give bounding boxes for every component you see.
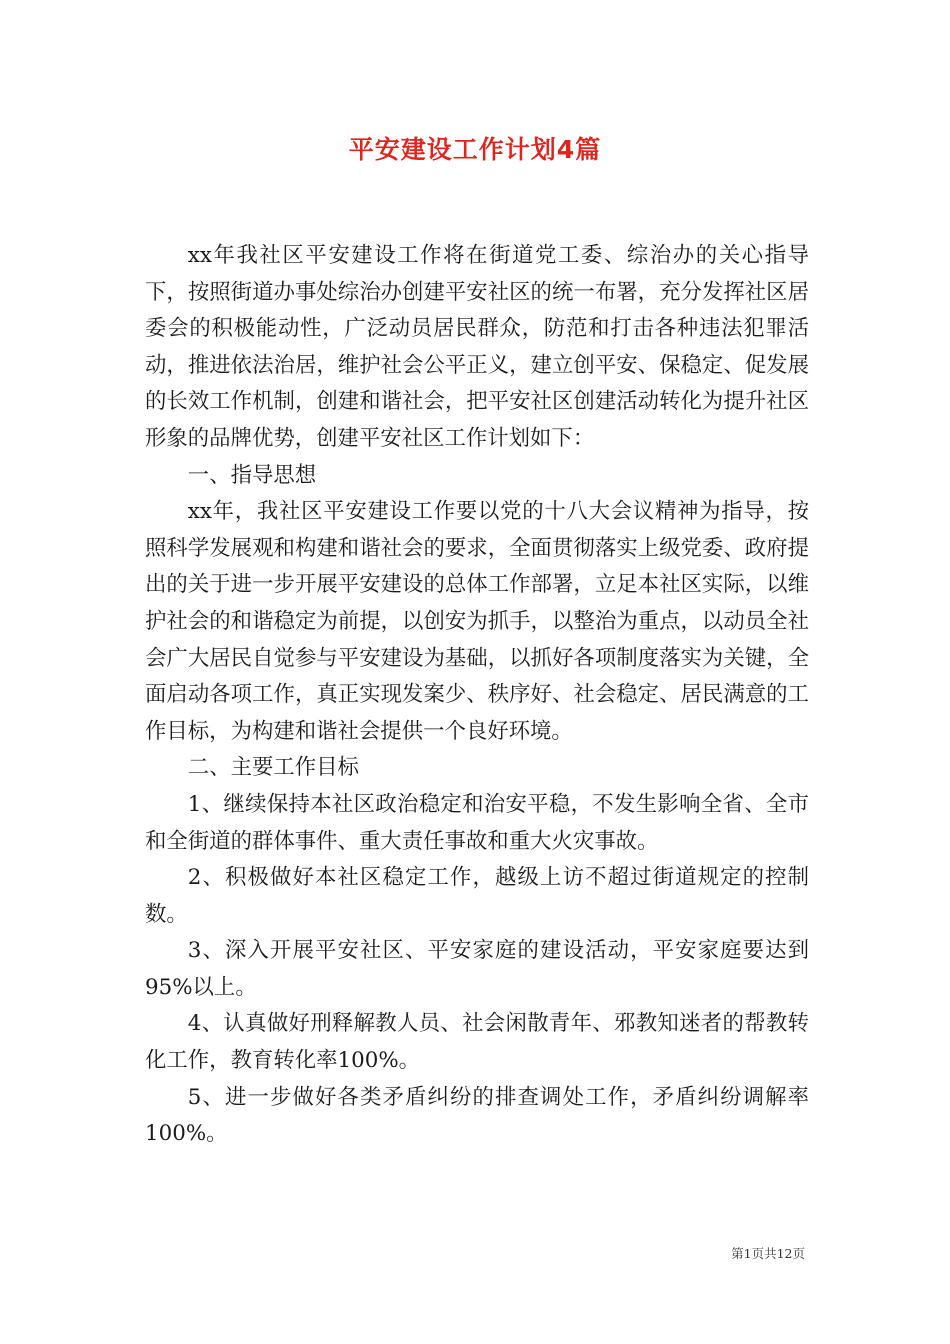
goal-item-3: 3、深入开展平安社区、平安家庭的建设活动，平安家庭要达到95%以上。 bbox=[145, 938, 809, 1000]
document-body bbox=[145, 238, 809, 1153]
goal-item-4: 4、认真做好刑释解教人员、社会闲散青年、邪教知迷者的帮教转化工作，教育转化率100%。 bbox=[145, 1011, 809, 1074]
document-title: 平安建设工作计划4篇 bbox=[348, 135, 602, 164]
section-heading-main-goals: 二、主要工作目标 bbox=[187, 755, 359, 781]
goal-item-2: 2、积极做好本社区稳定工作，越级上访不超过街道规定的控制数。 bbox=[145, 865, 809, 927]
paragraph-intro: xx年我社区平安建设工作将在街道党工委、综治办的关心指导下，按照街道办事处综治办创建平安社区的统一布署，充分发挥社区居委会的积极能动性，广泛动员居民群众，防范和打击各种违法犯罪活动，推进依法治居，维护社会公平正义，建立创平安、保稳定、促发展的长效工作机制，创建和谐社会，把平安社区创建活动转化为提升社区形象的品牌优势，创建平安社区工作计划如下： bbox=[145, 243, 809, 451]
paragraph-guiding-thought: xx年，我社区平安建设工作要以党的十八大会议精神为指导，按照科学发展观和构建和谐社会的要求，全面贯彻落实上级党委、政府提出的关于进一步开展平安建设的总体工作部署，立足本社区实际，以维护社会的和谐稳定为前提，以创安为抓手，以整治为重点，以动员全社会广大居民自觉参与平安建设为基础，以抓好各项制度落实为关键，全面启动各项工作，真正实现发案少、秩序好、社会稳定、居民满意的工作目标，为构建和谐社会提供一个良好环境。 bbox=[145, 499, 809, 744]
goal-item-1: 1、继续保持本社区政治稳定和治安平稳，不发生影响全省、全市和全街道的群体事件、重大责任事故和重大火灾事故。 bbox=[145, 791, 809, 854]
goal-item-5: 5、进一步做好各类矛盾纠纷的排查调处工作，矛盾纠纷调解率100%。 bbox=[145, 1084, 809, 1147]
page-number-footer: 第1页共12页 bbox=[731, 1246, 805, 1261]
section-heading-guiding-thought: 一、指导思想 bbox=[187, 462, 317, 488]
